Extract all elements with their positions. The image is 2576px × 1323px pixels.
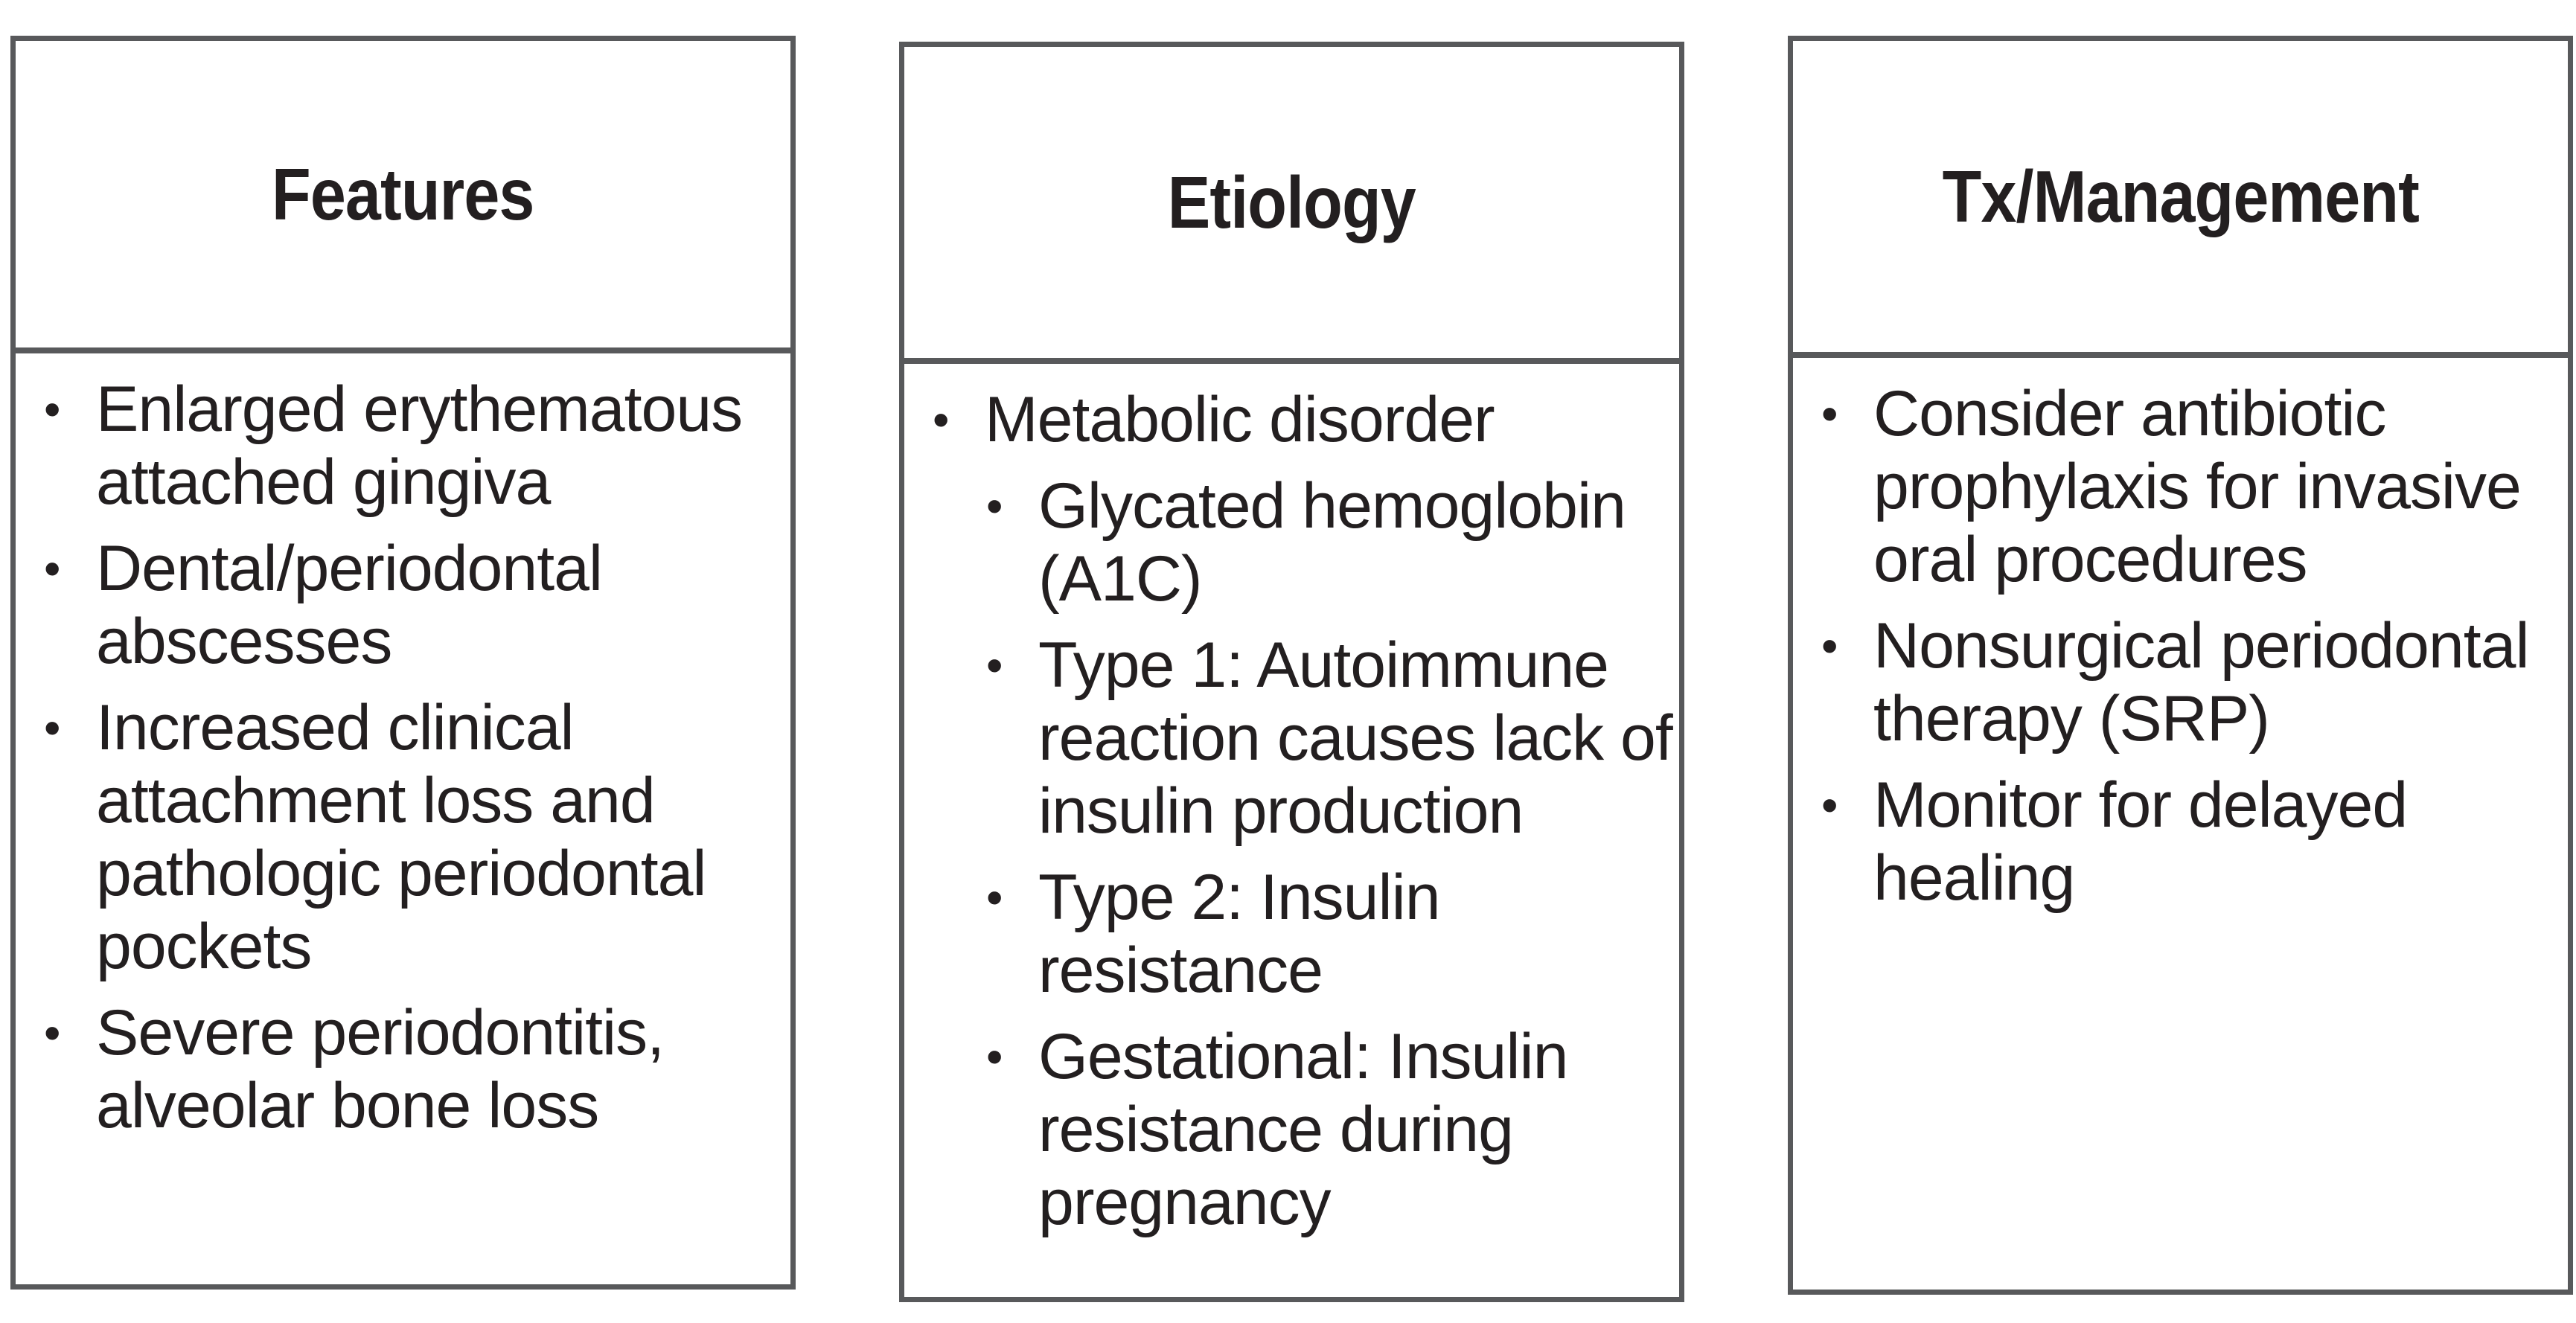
item-line: oral procedures (1873, 524, 2307, 595)
bullet-icon: • (44, 382, 60, 436)
etiology-list (904, 383, 1679, 1239)
item-line: abscesses (96, 606, 392, 677)
etiology-subitem (904, 1020, 1679, 1239)
features-header (16, 41, 790, 353)
features-item (16, 373, 790, 519)
tx-management-item (1793, 609, 2568, 755)
tx-management-list (1793, 377, 2568, 914)
item-line: Gestational: Insulin (1038, 1021, 1568, 1092)
bullet-icon: • (986, 1030, 1003, 1083)
bullet-icon: • (986, 638, 1003, 692)
bullet-icon: • (44, 1006, 60, 1060)
bullet-icon: • (1821, 619, 1838, 673)
item-line: insulin production (1038, 775, 1524, 847)
item-line: therapy (SRP) (1873, 683, 2269, 755)
item-line: alveolar bone loss (96, 1070, 599, 1141)
item-line: Dental/periodontal (96, 533, 603, 604)
etiology-subitem (904, 629, 1679, 848)
tx-management-title: Tx/Management (1942, 155, 2419, 237)
bullet-icon: • (44, 701, 60, 755)
item-line: reaction causes lack of (1038, 702, 1672, 774)
bullet-icon: • (986, 479, 1003, 533)
item-line: Enlarged erythematous (96, 374, 743, 445)
etiology-subitem (904, 470, 1679, 615)
bullet-icon: • (986, 871, 1003, 924)
features-list (16, 373, 790, 1142)
item-line: prophylaxis for invasive (1873, 451, 2521, 522)
features-title: Features (272, 153, 534, 235)
item-line: attachment loss and (96, 765, 655, 836)
features-item (16, 532, 790, 678)
item-line: Monitor for delayed (1873, 769, 2408, 841)
item-line: pathologic periodontal (96, 838, 706, 909)
bullet-icon: • (933, 393, 949, 446)
tx-management-header (1793, 41, 2568, 358)
etiology-panel (899, 42, 1684, 1302)
features-item (16, 996, 790, 1142)
item-line: Type 1: Autoimmune (1038, 630, 1608, 701)
item-line: attached gingiva (96, 446, 551, 518)
item-line: pockets (96, 911, 312, 982)
item-line: (A1C) (1038, 543, 1202, 615)
item-line: healing (1873, 842, 2075, 914)
tx-management-body (1793, 358, 2568, 1290)
etiology-body (904, 364, 1679, 1297)
bullet-icon: • (1821, 778, 1838, 832)
etiology-subitem (904, 861, 1679, 1007)
item-line: Severe periodontitis, (96, 997, 664, 1069)
features-item (16, 691, 790, 983)
item-line: Increased clinical (96, 692, 574, 763)
item-line: resistance during (1038, 1094, 1513, 1165)
item-line: Metabolic disorder (985, 384, 1495, 455)
bullet-icon: • (1821, 387, 1838, 441)
item-line: Type 2: Insulin (1038, 862, 1440, 933)
tx-management-item (1793, 377, 2568, 596)
item-line: Consider antibiotic (1873, 378, 2386, 449)
item-line: pregnancy (1038, 1167, 1331, 1238)
tx-management-item (1793, 769, 2568, 914)
item-line: Glycated hemoglobin (1038, 470, 1626, 542)
item-line: Nonsurgical periodontal (1873, 610, 2529, 682)
etiology-header (904, 47, 1679, 364)
bullet-icon: • (44, 542, 60, 595)
item-line: resistance (1038, 935, 1323, 1006)
features-body (16, 353, 790, 1284)
tx-management-panel (1788, 36, 2573, 1295)
etiology-title: Etiology (1167, 161, 1416, 243)
etiology-item (904, 383, 1679, 456)
features-panel (10, 36, 796, 1290)
